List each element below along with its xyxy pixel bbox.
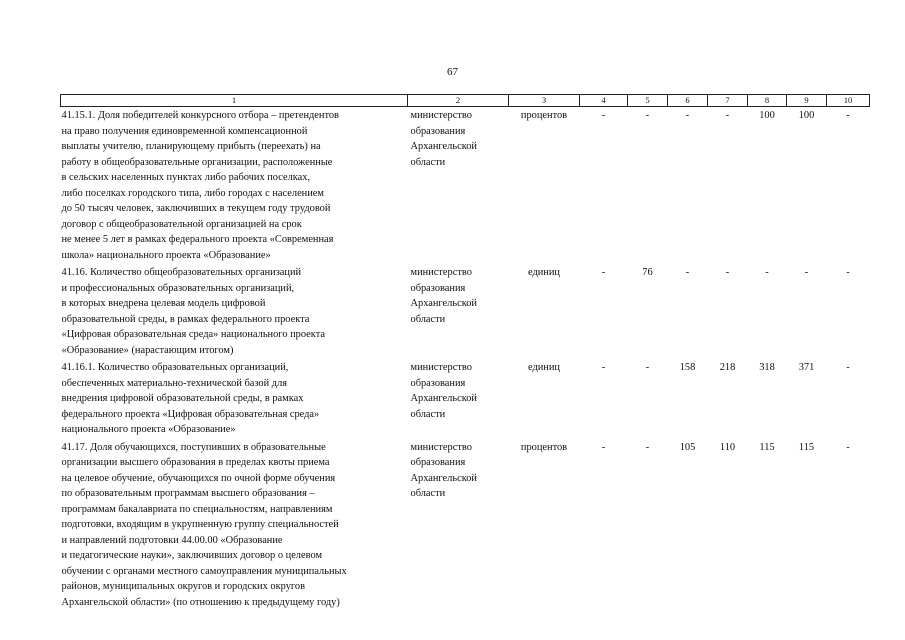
indicator-name-line: 41.17. Доля обучающихся, поступивших в образовательные bbox=[61, 441, 326, 453]
responsible-line: Архангельской bbox=[410, 298, 477, 309]
value-cell-col6: 105 bbox=[679, 441, 696, 453]
unit-cell: единиц bbox=[527, 267, 560, 278]
responsible-line: Архангельской bbox=[410, 393, 477, 404]
value-cell-col9: 115 bbox=[798, 441, 815, 453]
value-cell-col7: 110 bbox=[719, 441, 736, 453]
value-cell-col5: - bbox=[645, 441, 650, 453]
page-number: 67 bbox=[447, 66, 458, 78]
column-header-6: 6 bbox=[668, 95, 708, 107]
responsible-line: области bbox=[410, 408, 446, 420]
responsible-line: министерство bbox=[410, 362, 472, 373]
value-cell-col8: 115 bbox=[759, 441, 775, 453]
indicator-name-line: Архангельской области» (по отношению к предыдущему году) bbox=[61, 596, 340, 608]
responsible-line: образования bbox=[410, 282, 466, 294]
value-cell-col10: - bbox=[846, 441, 850, 453]
indicator-name-line: договор с общеобразовательной организацией на срок bbox=[61, 218, 302, 230]
indicator-name-line: обучении с органами местного самоуправления муниципальных bbox=[61, 565, 347, 577]
indicator-name-line: и направлений подготовки 44.00.00 «Образование bbox=[61, 534, 283, 546]
value-cell-col4: - bbox=[601, 267, 606, 278]
indicator-name-line: на целевое обучение, обучающихся по очной форме обучения bbox=[61, 472, 336, 484]
indicator-name-line: школа» национального проекта «Образование» bbox=[61, 249, 271, 261]
value-cell-col8: 100 bbox=[759, 110, 775, 121]
value-cell-col6: - bbox=[685, 267, 690, 278]
unit-cell: единиц bbox=[527, 362, 560, 373]
indicator-name-line: не менее 5 лет в рамках федерального проекта «Современная bbox=[61, 234, 334, 245]
table-row bbox=[61, 439, 870, 612]
value-cell-col6: 158 bbox=[679, 362, 696, 373]
column-header-3: 3 bbox=[509, 95, 580, 107]
value-cell-col5: - bbox=[645, 362, 650, 373]
indicator-name-line: по образовательным программам высшего образования – bbox=[61, 488, 315, 499]
responsible-cell bbox=[408, 439, 509, 612]
value-cell-col10: - bbox=[846, 267, 850, 278]
indicator-name-line: районов, муниципальных округов и городских округов bbox=[61, 581, 306, 592]
responsible-line: министерство bbox=[410, 267, 472, 278]
indicator-name-cell bbox=[61, 439, 408, 612]
table-row bbox=[61, 359, 870, 439]
value-cell-col6: - bbox=[685, 110, 690, 121]
indicator-name-cell bbox=[61, 359, 408, 439]
value-cell-col7: - bbox=[725, 110, 730, 121]
indicator-name-line: работу в общеобразовательные организации, расположенные bbox=[61, 156, 333, 168]
indicator-name-line: либо поселках городского типа, либо городах с населением bbox=[61, 187, 324, 199]
indicator-name-line: в сельских населенных пунктах либо рабочих поселках, bbox=[61, 172, 311, 183]
indicator-name-line: 41.16.1. Количество образовательных организаций, bbox=[61, 362, 289, 373]
value-cell-col4: - bbox=[601, 110, 606, 121]
indicator-name-line: 41.15.1. Доля победителей конкурсного отбора – претендентов bbox=[61, 110, 339, 121]
value-cell-col9: - bbox=[804, 267, 809, 278]
value-cell-col7: 218 bbox=[719, 362, 736, 373]
indicator-name-line: в которых внедрена целевая модель цифровой bbox=[61, 298, 266, 309]
responsible-line: Архангельской bbox=[410, 472, 477, 484]
indicators-table bbox=[60, 94, 870, 611]
value-cell-col10: - bbox=[846, 110, 850, 121]
indicator-name-line: 41.16. Количество общеобразовательных организаций bbox=[61, 267, 302, 278]
indicator-name-line: подготовки, входящим в укрупненную группу специальностей bbox=[61, 519, 339, 530]
value-cell-col10: - bbox=[846, 362, 850, 373]
indicator-name-line: национального проекта «Образование» bbox=[61, 424, 236, 435]
value-cell-col5: 76 bbox=[642, 267, 653, 278]
indicator-name-cell bbox=[61, 264, 408, 359]
responsible-cell bbox=[408, 107, 509, 265]
responsible-line: Архангельской bbox=[410, 141, 477, 152]
column-header-1: 1 bbox=[61, 95, 408, 107]
column-header-7: 7 bbox=[708, 95, 748, 107]
value-cell-col4: - bbox=[601, 362, 606, 373]
value-cell-col8: - bbox=[765, 267, 769, 278]
column-header-5: 5 bbox=[628, 95, 668, 107]
table-row bbox=[61, 107, 870, 265]
indicator-name-line: на право получения единовременной компенсационной bbox=[61, 125, 308, 137]
responsible-line: министерство bbox=[410, 441, 472, 453]
indicator-name-line: программам бакалавриата по специальностям, направлениям bbox=[61, 503, 333, 515]
responsible-line: области bbox=[410, 488, 446, 499]
indicator-name-line: до 50 тысяч человек, заключивших в текущем году трудовой bbox=[61, 203, 331, 214]
column-header-2: 2 bbox=[408, 95, 509, 107]
responsible-cell bbox=[408, 359, 509, 439]
unit-cell: процентов bbox=[520, 110, 568, 121]
indicator-name-line: организации высшего образования в пределах квоты приема bbox=[61, 457, 330, 468]
responsible-line: образования bbox=[410, 377, 466, 389]
column-header-8: 8 bbox=[748, 95, 787, 107]
responsible-line: области bbox=[410, 313, 446, 325]
column-header-9: 9 bbox=[787, 95, 827, 107]
responsible-line: министерство bbox=[410, 110, 472, 121]
value-cell-col9: 371 bbox=[798, 362, 815, 373]
value-cell-col9: 100 bbox=[798, 110, 815, 121]
unit-cell: процентов bbox=[520, 441, 568, 453]
value-cell-col7: - bbox=[725, 267, 730, 278]
indicator-name-line: и профессиональных образовательных организаций, bbox=[61, 282, 295, 294]
value-cell-col5: - bbox=[645, 110, 650, 121]
indicator-name-line: федерального проекта «Цифровая образовательная среда» bbox=[61, 408, 320, 420]
indicator-name-line: выплаты учителю, планирующему прибыть (переехать) на bbox=[61, 141, 321, 152]
indicator-name-cell bbox=[61, 107, 408, 265]
responsible-line: образования bbox=[410, 125, 466, 137]
indicator-name-line: «Образование» (нарастающим итогом) bbox=[61, 344, 234, 356]
indicator-name-line: и педагогические науки», заключивших договор о целевом bbox=[61, 550, 323, 561]
responsible-line: образования bbox=[410, 457, 466, 468]
column-header-4: 4 bbox=[580, 95, 628, 107]
indicator-name-line: «Цифровая образовательная среда» национального проекта bbox=[61, 329, 325, 340]
responsible-cell bbox=[408, 264, 509, 359]
indicator-name-line: внедрения цифровой образовательной среды, в рамках bbox=[61, 393, 304, 404]
value-cell-col4: - bbox=[601, 441, 606, 453]
indicator-name-line: образовательной среды, в рамках федерального проекта bbox=[61, 313, 310, 325]
indicator-name-line: обеспеченных материально-технической базой для bbox=[61, 377, 288, 389]
value-cell-col8: 318 bbox=[759, 362, 775, 373]
column-number-header-row bbox=[61, 95, 870, 107]
table-row bbox=[61, 264, 870, 359]
responsible-line: области bbox=[410, 156, 446, 168]
column-header-10: 10 bbox=[827, 95, 870, 107]
